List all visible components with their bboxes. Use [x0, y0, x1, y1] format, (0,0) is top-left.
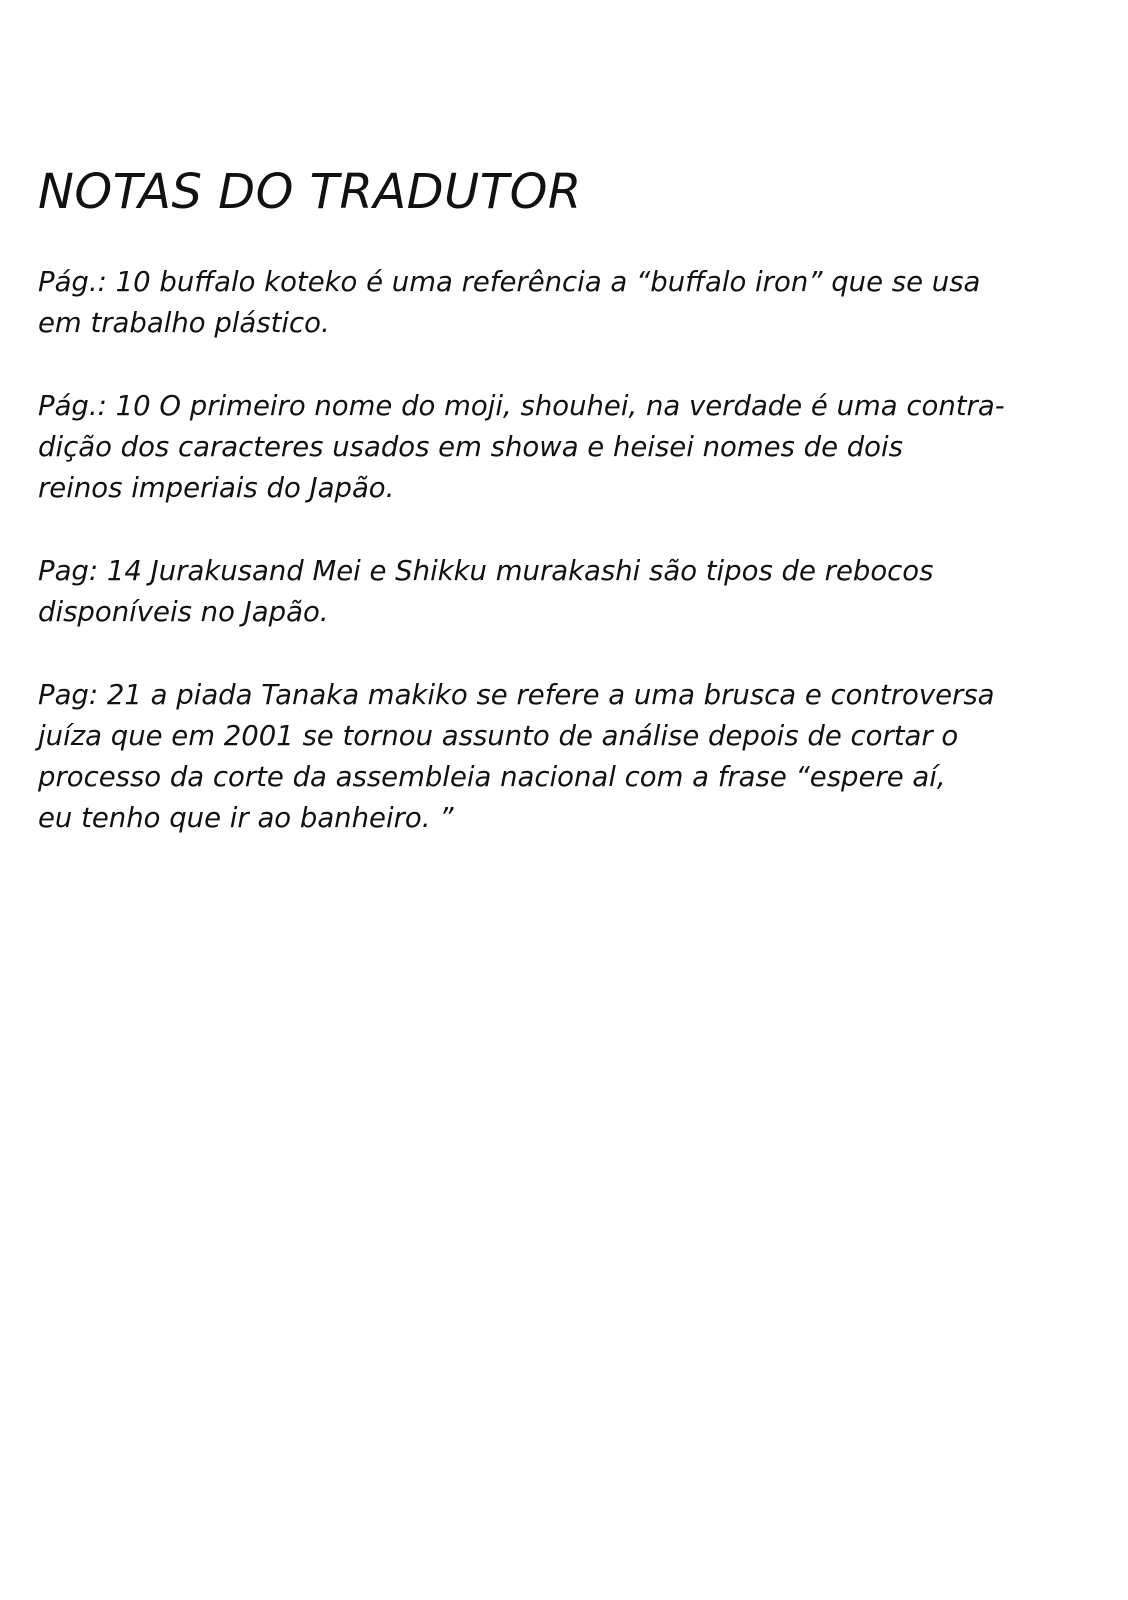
note-line: dição dos caracteres usados em showa e heisei nomes de dois	[38, 431, 903, 463]
note-line: eu tenho que ir ao banheiro. ”	[38, 802, 454, 834]
note-item-page-21-tanaka	[38, 675, 1058, 839]
note-line: reinos imperiais do Japão.	[38, 472, 395, 504]
note-line: Pag: 21 a piada Tanaka makiko se refere a uma brusca e controversa	[38, 679, 995, 711]
notes-list	[38, 262, 1058, 881]
note-line: Pág.: 10 O primeiro nome do moji, shouhei, na verdade é uma contra-	[38, 390, 1005, 422]
note-item-page-10-shouhei	[38, 386, 1058, 509]
note-item-page-14-rebocos	[38, 551, 1058, 633]
page-title: NOTAS DO TRADUTOR	[38, 164, 582, 220]
note-line: disponíveis no Japão.	[38, 596, 329, 628]
note-line: Pag: 14 Jurakusand Mei e Shikku murakashi são tipos de rebocos	[38, 555, 934, 587]
note-line: Pág.: 10 buffalo koteko é uma referência a “buffalo iron” que se usa	[38, 266, 981, 298]
note-item-page-10-buffalo	[38, 262, 1058, 344]
note-line: juíza que em 2001 se tornou assunto de análise depois de cortar o	[38, 720, 959, 752]
note-line: em trabalho plástico.	[38, 307, 330, 339]
note-line: processo da corte da assembleia nacional com a frase “espere aí,	[38, 761, 946, 793]
